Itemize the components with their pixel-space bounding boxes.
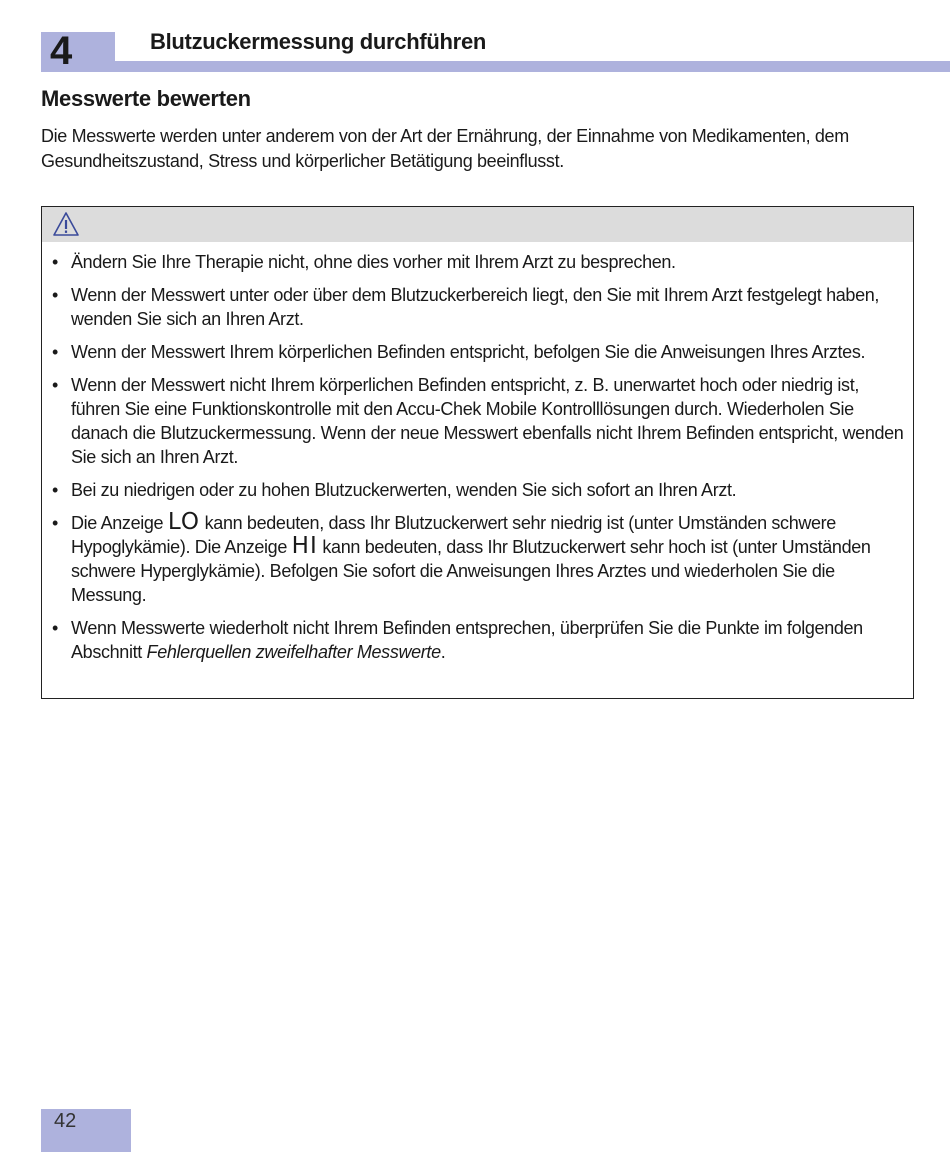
bullet-icon: • [52,480,58,500]
display-text-part2: kann bedeuten, dass Ihr Blutzuckerwert sehr niedrig ist (unter Umständen schwere Hypoglykämie). Die Anzeige [71,513,836,557]
intro-paragraph: Die Messwerte werden unter anderem von der Art der Ernährung, der Einnahme von Medikamenten, dem Gesundheitszustand, Stress und körperlicher Betätigung beeinflusst. [41,126,849,171]
list-item-text: Bei zu niedrigen oder zu hohen Blutzuckerwerten, wenden Sie sich sofort an Ihren Arzt. [71,480,737,500]
display-text-part3: kann bedeuten, dass Ihr Blutzuckerwert sehr hoch ist (unter Umständen schwere Hyperglykämie). Befolgen Sie sofort die Anweisungen Ihres Arztes und wiederholen Sie die Messung. [71,537,871,605]
chapter-title: Blutzuckermessung durchführen [150,29,487,54]
list-item-text: Wenn der Messwert nicht Ihrem körperlichen Befinden entspricht, z. B. unerwartet hoch oder niedrig ist, führen Sie eine Funktionskontrolle mit den Accu-Chek Mobile Kontrolllösungen durch. Wiederholen Sie danach die Blutzuckermessung. Wenn der neue Messwert ebenfalls nicht Ihrem Befinden entspricht, wenden Sie sich an Ihren Arzt. [71,375,904,467]
bullet-icon: • [52,375,58,395]
list-item [42,511,913,607]
list-item [42,616,913,664]
warning-header [42,207,913,242]
list-item [42,478,913,502]
page-number: 42 [54,1110,77,1132]
list-item-text: Ändern Sie Ihre Therapie nicht, ohne dies vorher mit Ihrem Arzt zu besprechen. [71,252,676,272]
list-item-text: Wenn der Messwert Ihrem körperlichen Befinden entspricht, befolgen Sie die Anweisungen Ihres Arztes. [71,342,866,362]
list-item [42,373,913,469]
list-item [42,283,913,331]
list-item-text: Wenn Messwerte wiederholt nicht Ihrem Befinden entsprechen, überprüfen Sie die Punkte im folgenden Abschnitt [71,618,863,662]
list-item [42,250,913,274]
bullet-icon: • [52,618,58,638]
warning-box [41,206,914,699]
header-bar [115,61,950,72]
list-item [42,340,913,364]
sentence-end: . [440,642,446,662]
chapter-number: 4 [50,29,73,73]
bullet-icon: • [52,252,58,272]
list-item-text: Wenn der Messwert unter oder über dem Blutzuckerbereich liegt, den Sie mit Ihrem Arzt festgelegt haben, wenden Sie sich an Ihren Arzt. [71,285,880,329]
bullet-icon: • [52,513,58,533]
section-title: Messwerte bewerten [41,86,251,111]
hi-display-symbol: HI [291,533,318,559]
warning-triangle-icon [52,210,80,238]
bullet-icon: • [52,285,58,305]
lo-display-symbol: LO [167,509,200,535]
section-reference: Fehlerquellen zweifelhafter Messwerte [146,642,441,662]
bullet-icon: • [52,342,58,362]
display-text-part1: Die Anzeige [71,513,164,533]
warning-list [42,250,913,673]
